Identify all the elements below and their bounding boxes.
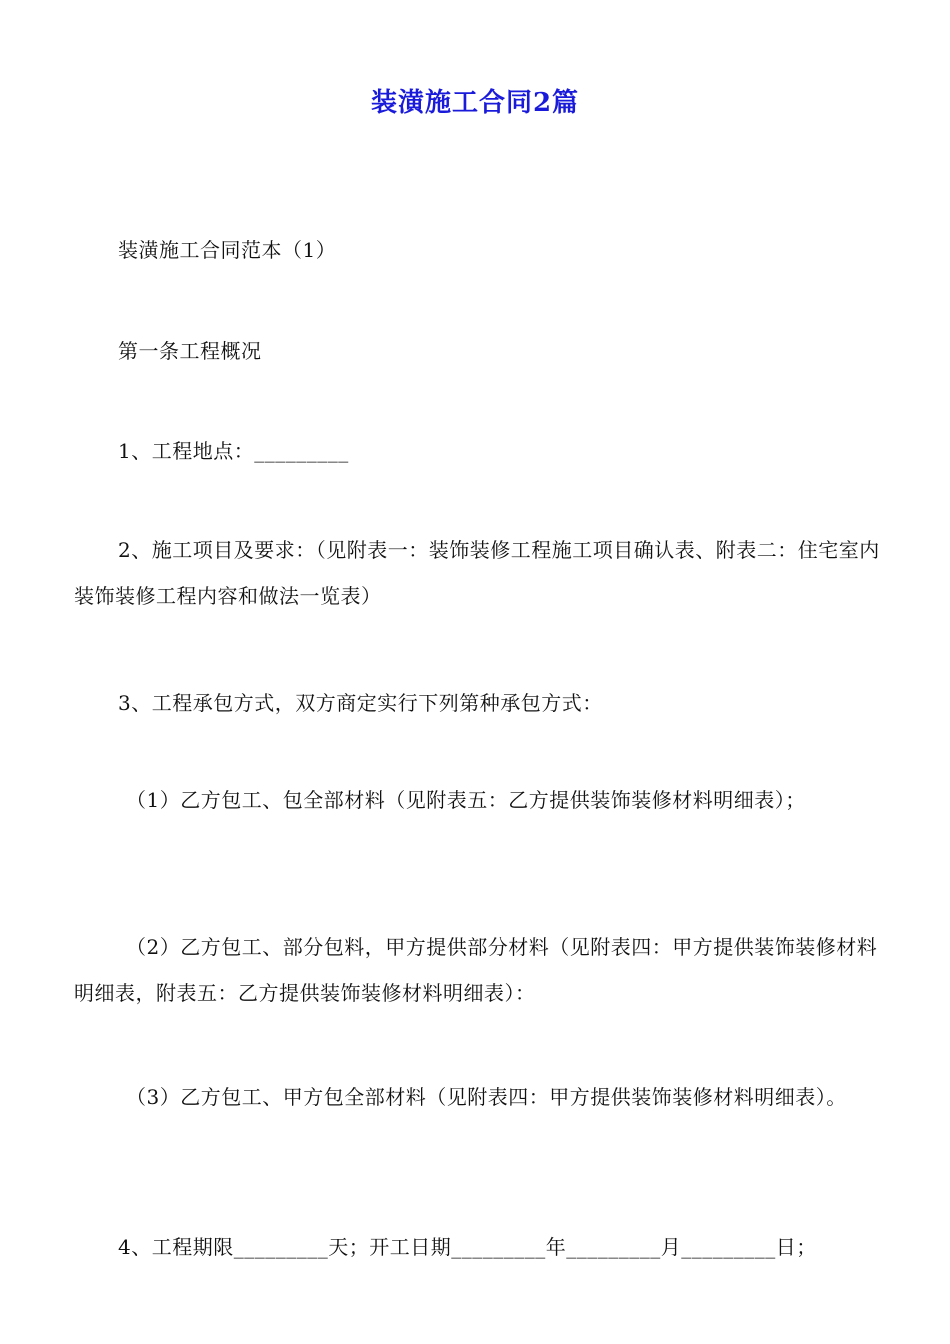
paragraph-contract-sample-heading: 装潢施工合同范本（1） <box>118 238 337 262</box>
paragraph-project-period: 4、工程期限_________天；开工日期_________年_________月_________日； <box>118 1235 817 1259</box>
paragraph-option-one: （1）乙方包工、包全部材料（见附表五：乙方提供装饰装修材料明细表）； <box>126 788 806 812</box>
paragraph-construction-items: 2、施工项目及要求：（见附表一：装饰装修工程施工项目确认表、附表二：住宅室内装饰装修工程内容和做法一览表） <box>74 538 880 608</box>
paragraph-option-two: （2）乙方包工、部分包料，甲方提供部分材料（见附表四：甲方提供装饰装修材料明细表，附表五：乙方提供装饰装修材料明细表）： <box>74 935 878 1005</box>
document-title: 装潢施工合同2篇 <box>370 88 580 118</box>
paragraph-project-location: 1、工程地点：_________ <box>118 439 349 463</box>
paragraph-article-one: 第一条工程概况 <box>118 339 262 363</box>
paragraph-contract-method: 3、工程承包方式，双方商定实行下列第种承包方式： <box>118 691 603 715</box>
paragraph-option-three: （3）乙方包工、甲方包全部材料（见附表四：甲方提供装饰装修材料明细表）。 <box>126 1085 847 1109</box>
